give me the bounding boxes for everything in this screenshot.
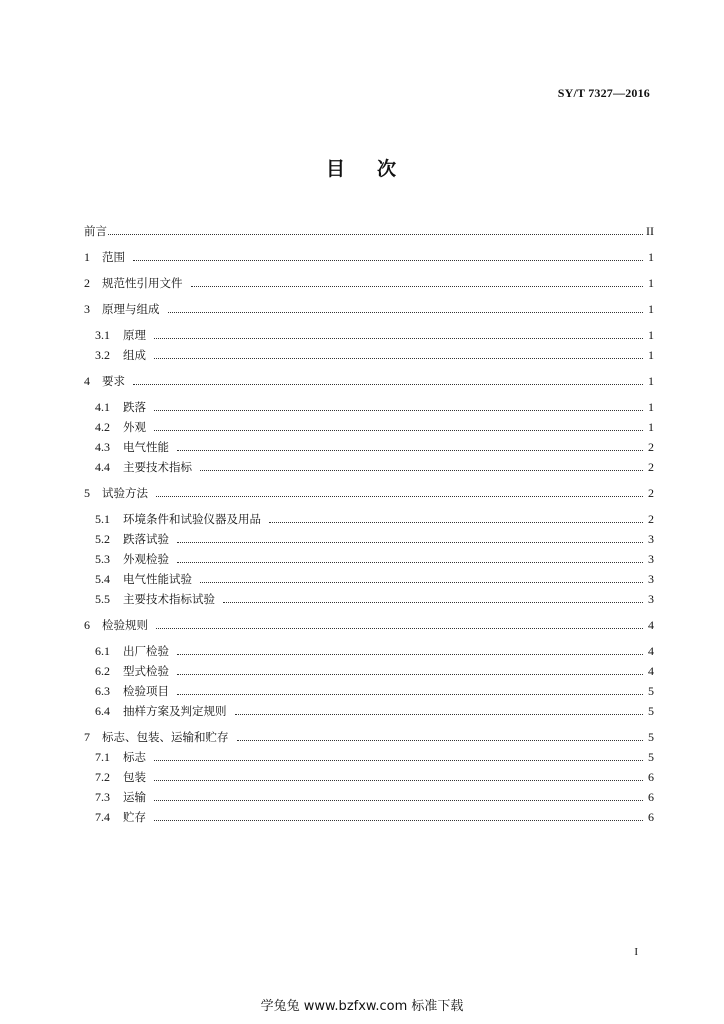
toc-entry-label: 标志、包装、运输和贮存 [102,730,229,744]
toc-entry-number: 7 [84,730,90,744]
toc-entry[interactable] [84,698,654,718]
toc-leader-dots [154,820,643,821]
toc-entry-number: 7.4 [95,810,110,824]
toc-entry-page: 2 [648,460,654,474]
toc-entry-page: II [646,224,654,238]
toc-entry-label: 规范性引用文件 [102,276,183,290]
toc-entry[interactable] [84,678,654,698]
toc-entry-number: 6 [84,618,90,632]
toc-entry-page: 4 [648,644,654,658]
toc-title-part1: 目 [325,158,347,180]
toc-entry[interactable] [84,480,654,500]
toc-entry[interactable] [84,784,654,804]
toc-entry-number: 5.4 [95,572,110,586]
toc-entry-page: 3 [648,572,654,586]
toc-entry-page: 4 [648,618,654,632]
toc-entry[interactable] [84,322,654,342]
toc-entry[interactable] [84,368,654,388]
toc-leader-dots [168,312,644,313]
toc-entry-number: 3.2 [95,348,110,362]
toc-entry-page: 3 [648,592,654,606]
toc-entry-label: 电气性能试验 [123,572,192,586]
toc-entry-page: 1 [648,374,654,388]
toc-leader-dots [177,694,643,695]
toc-leader-dots [191,286,644,287]
toc-entry-number: 5.1 [95,512,110,526]
toc-entry-label: 原理 [123,328,146,342]
toc-entry-label: 原理与组成 [102,302,160,316]
toc-leader-dots [154,800,643,801]
toc-leader-dots [177,450,643,451]
toc-leader-dots [235,714,644,715]
toc-entry-number: 4.4 [95,460,110,474]
toc-entry[interactable] [84,342,654,362]
toc-entry[interactable] [84,586,654,606]
toc-entry-page: 5 [648,750,654,764]
toc-entry-label: 试验方法 [102,486,148,500]
toc-leader-dots [156,628,643,629]
toc-leader-dots [133,260,643,261]
toc-leader-dots [177,654,643,655]
toc-entry-page: 6 [648,770,654,784]
toc-leader-dots [223,602,643,603]
toc-entry-number: 7.3 [95,790,110,804]
toc-entry[interactable] [84,454,654,474]
toc-leader-dots [133,384,643,385]
toc-entry[interactable] [84,434,654,454]
toc-entry[interactable] [84,658,654,678]
toc-entry-page: 1 [648,250,654,264]
toc-entry-page: 1 [648,302,654,316]
toc-entry-label: 前言 [84,224,107,238]
toc-entry-page: 1 [648,400,654,414]
toc-entry-label: 电气性能 [123,440,169,454]
toc-entry-label: 标志 [123,750,146,764]
toc-leader-dots [108,234,643,235]
toc-entry-label: 组成 [123,348,146,362]
toc-entry-page: 2 [648,512,654,526]
toc-leader-dots [237,740,644,741]
toc-entry-label: 出厂检验 [123,644,169,658]
toc-entry-number: 6.3 [95,684,110,698]
toc-leader-dots [177,562,643,563]
toc-entry-page: 2 [648,440,654,454]
toc-leader-dots [154,338,643,339]
toc-entry-number: 2 [84,276,90,290]
toc-entry[interactable] [84,218,654,238]
toc-entry-number: 3.1 [95,328,110,342]
toc-entry[interactable] [84,764,654,784]
toc-leader-dots [200,582,643,583]
toc-entry-page: 1 [648,328,654,342]
toc-entry-label: 跌落试验 [123,532,169,546]
toc-entry-label: 范围 [102,250,125,264]
toc-entry[interactable] [84,566,654,586]
toc-entry-page: 6 [648,790,654,804]
toc-entry-label: 外观检验 [123,552,169,566]
toc-entry-label: 检验规则 [102,618,148,632]
toc-entry-page: 3 [648,532,654,546]
toc-title [0,154,724,181]
toc-entry-label: 贮存 [123,810,146,824]
toc-entry-label: 运输 [123,790,146,804]
toc-entry[interactable] [84,270,654,290]
toc-entry-label: 抽样方案及判定规则 [123,704,227,718]
toc-entry-label: 环境条件和试验仪器及用品 [123,512,261,526]
toc-entry[interactable] [84,414,654,434]
toc-entry[interactable] [84,638,654,658]
toc-leader-dots [154,760,643,761]
toc-entry-number: 6.2 [95,664,110,678]
toc-leader-dots [154,358,643,359]
toc-entry-page: 1 [648,348,654,362]
page-number: I [634,946,638,958]
toc-leader-dots [156,496,643,497]
toc-leader-dots [177,674,643,675]
toc-entry-number: 6.1 [95,644,110,658]
toc-entry[interactable] [84,506,654,526]
toc-entry-number: 4 [84,374,90,388]
toc-entry-page: 5 [648,704,654,718]
document-code: SY/T 7327—2016 [557,86,650,100]
toc-entry[interactable] [84,244,654,264]
toc-entry-number: 7.2 [95,770,110,784]
toc-entry-number: 4.1 [95,400,110,414]
toc-leader-dots [269,522,643,523]
toc-entry-number: 5.5 [95,592,110,606]
toc-entry-label: 包装 [123,770,146,784]
toc-title-part2: 次 [377,158,399,180]
toc-leader-dots [177,542,643,543]
toc-entry-page: 1 [648,420,654,434]
toc-entry[interactable] [84,394,654,414]
toc-entry-label: 外观 [123,420,146,434]
toc-entry-number: 4.3 [95,440,110,454]
toc-entry-label: 主要技术指标 [123,460,192,474]
toc-entry-number: 6.4 [95,704,110,718]
toc-entry-page: 6 [648,810,654,824]
toc-entry[interactable] [84,724,654,744]
toc-leader-dots [154,410,643,411]
toc-entry-page: 1 [648,276,654,290]
toc-entry-page: 2 [648,486,654,500]
toc-entry-label: 主要技术指标试验 [123,592,215,606]
toc-entry-number: 7.1 [95,750,110,764]
toc-leader-dots [200,470,643,471]
toc-entry[interactable] [84,526,654,546]
toc-entry-label: 跌落 [123,400,146,414]
toc-entry-page: 3 [648,552,654,566]
toc-entry-number: 5.3 [95,552,110,566]
watermark-text: 学兔兔 www.bzfxw.com 标准下载 [260,999,464,1014]
toc-entry[interactable] [84,744,654,764]
toc-entry-number: 3 [84,302,90,316]
toc-entry-label: 检验项目 [123,684,169,698]
toc-leader-dots [154,430,643,431]
toc-entry[interactable] [84,546,654,566]
toc-entry-page: 5 [648,730,654,744]
toc-entry[interactable] [84,804,654,824]
toc-entry[interactable] [84,612,654,632]
toc-entry-label: 型式检验 [123,664,169,678]
toc-entry-page: 5 [648,684,654,698]
toc-entry-number: 5 [84,486,90,500]
toc-entry-page: 4 [648,664,654,678]
toc-entry-number: 1 [84,250,90,264]
toc-entry-label: 要求 [102,374,125,388]
toc-entry[interactable] [84,296,654,316]
toc-leader-dots [154,780,643,781]
toc-entry-number: 4.2 [95,420,110,434]
toc-entry-number: 5.2 [95,532,110,546]
